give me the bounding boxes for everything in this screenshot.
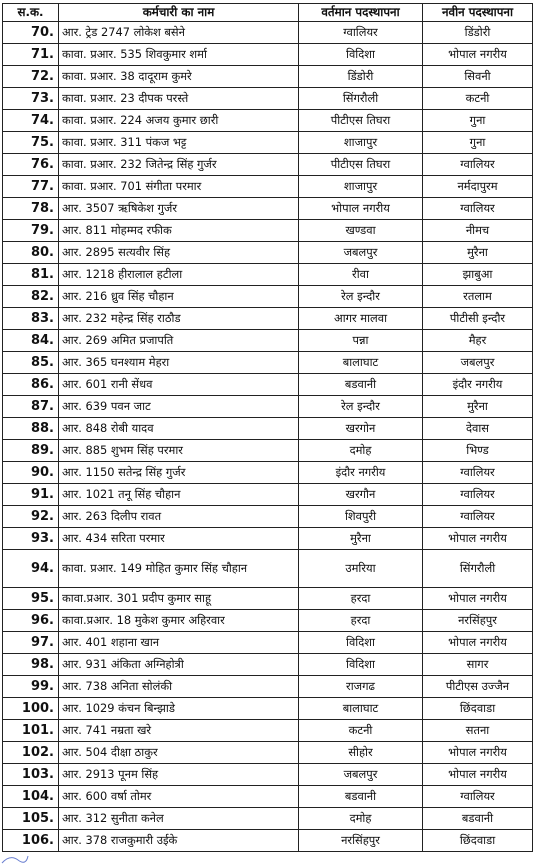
row-serial: 81. [3,264,59,286]
row-serial: 72. [3,66,59,88]
table-row [3,308,533,330]
row-new-posting: रतलाम [423,286,533,308]
table-row [3,506,533,528]
row-employee-name: कावा. प्रआर. 149 मोहित कुमार सिंह चौहान [59,550,299,588]
row-employee-name: आर. 885 शुभम सिंह परमार [59,440,299,462]
row-new-posting: जबलपुर [423,352,533,374]
header-employee-name: कर्मचारी का नाम [59,4,299,22]
table-row [3,484,533,506]
row-employee-name: आर. 216 ध्रुव सिंह चौहान [59,286,299,308]
row-new-posting: भोपाल नगरीय [423,632,533,654]
table-row [3,44,533,66]
table-row [3,610,533,632]
row-new-posting: ग्वालियर [423,462,533,484]
row-serial: 97. [3,632,59,654]
row-employee-name: आर. ट्रेड 2747 लोकेश बसेने [59,22,299,44]
row-serial: 89. [3,440,59,462]
header-serial: स.क. [3,4,59,22]
row-new-posting: पीटीसी इन्दौर [423,308,533,330]
row-new-posting: सिंगरौली [423,550,533,588]
row-current-posting: भोपाल नगरीय [299,198,423,220]
row-new-posting: देवास [423,418,533,440]
row-employee-name: आर. 504 दीक्षा ठाकुर [59,742,299,764]
table-row [3,352,533,374]
row-employee-name: आर. 3507 ऋषिकेश गुर्जर [59,198,299,220]
row-new-posting: भोपाल नगरीय [423,588,533,610]
table-row [3,286,533,308]
row-serial: 105. [3,808,59,830]
row-current-posting: ग्वालियर [299,22,423,44]
table-row [3,198,533,220]
row-serial: 96. [3,610,59,632]
row-serial: 74. [3,110,59,132]
table-row [3,720,533,742]
row-current-posting: उमरिया [299,550,423,588]
row-current-posting: हरदा [299,588,423,610]
header-row [3,4,533,22]
row-new-posting: नीमच [423,220,533,242]
row-current-posting: पन्ना [299,330,423,352]
row-new-posting: नर्मदापुरम [423,176,533,198]
row-serial: 70. [3,22,59,44]
table-row [3,88,533,110]
table-row [3,440,533,462]
row-employee-name: आर. 232 महेन्द्र सिंह राठौड [59,308,299,330]
row-new-posting: गुना [423,110,533,132]
row-serial: 75. [3,132,59,154]
row-employee-name: आर. 1218 हीरालाल हटीला [59,264,299,286]
row-current-posting: कटनी [299,720,423,742]
row-employee-name: आर. 401 शहाना खान [59,632,299,654]
row-serial: 101. [3,720,59,742]
table-row [3,786,533,808]
row-new-posting: सागर [423,654,533,676]
table-row [3,176,533,198]
row-serial: 84. [3,330,59,352]
row-current-posting: डिंडोरी [299,66,423,88]
row-employee-name: आर. 269 अमित प्रजापति [59,330,299,352]
row-serial: 78. [3,198,59,220]
row-new-posting: इंदौर नगरीय [423,374,533,396]
table-row [3,830,533,852]
row-employee-name: आर. 312 सुनीता कनेल [59,808,299,830]
table-body [3,22,533,852]
table-row [3,808,533,830]
row-new-posting: कटनी [423,88,533,110]
table-row [3,742,533,764]
row-current-posting: दमोह [299,808,423,830]
row-current-posting: हरदा [299,610,423,632]
row-current-posting: मुरैना [299,528,423,550]
table-row [3,110,533,132]
table-row [3,264,533,286]
table-row [3,220,533,242]
row-current-posting: आगर मालवा [299,308,423,330]
row-employee-name: कावा. प्रआर. 232 जितेन्द्र सिंह गुर्जर [59,154,299,176]
row-current-posting: दमोह [299,440,423,462]
table-row [3,528,533,550]
row-current-posting: शाजापुर [299,132,423,154]
table-row [3,418,533,440]
row-current-posting: नरसिंहपुर [299,830,423,852]
row-serial: 103. [3,764,59,786]
row-current-posting: जबलपुर [299,242,423,264]
row-new-posting: ग्वालियर [423,506,533,528]
row-current-posting: इंदौर नगरीय [299,462,423,484]
row-new-posting: मैहर [423,330,533,352]
table-row [3,330,533,352]
row-serial: 92. [3,506,59,528]
table-row [3,764,533,786]
row-new-posting: भिण्ड [423,440,533,462]
row-employee-name: आर. 1021 तनू सिंह चौहान [59,484,299,506]
row-employee-name: कावा.प्रआर. 18 मुकेश कुमार अहिरवार [59,610,299,632]
row-serial: 79. [3,220,59,242]
row-new-posting: सतना [423,720,533,742]
row-employee-name: आर. 601 रानी सेंधव [59,374,299,396]
row-current-posting: बडवानी [299,786,423,808]
row-employee-name: आर. 811 मोहम्मद रफीक [59,220,299,242]
row-serial: 82. [3,286,59,308]
row-serial: 77. [3,176,59,198]
table-row [3,66,533,88]
row-new-posting: झाबुआ [423,264,533,286]
row-current-posting: बालाघाट [299,352,423,374]
header-new-posting: नवीन पदस्थापना [423,4,533,22]
row-current-posting: पीटीएस तिघरा [299,154,423,176]
row-current-posting: शिवपुरी [299,506,423,528]
row-current-posting: शाजापुर [299,176,423,198]
table-row [3,698,533,720]
row-current-posting: सिंगरौली [299,88,423,110]
row-serial: 86. [3,374,59,396]
row-new-posting: भोपाल नगरीय [423,44,533,66]
row-current-posting: विदिशा [299,632,423,654]
row-current-posting: विदिशा [299,654,423,676]
row-serial: 102. [3,742,59,764]
row-employee-name: आर. 639 पवन जाट [59,396,299,418]
row-new-posting: मुरैना [423,242,533,264]
row-serial: 91. [3,484,59,506]
row-employee-name: आर. 600 वर्षा तोमर [59,786,299,808]
table-row [3,550,533,588]
row-employee-name: आर. 378 राजकुमारी उईके [59,830,299,852]
row-serial: 83. [3,308,59,330]
table-row [3,588,533,610]
row-new-posting: भोपाल नगरीय [423,742,533,764]
table-row [3,132,533,154]
row-serial: 73. [3,88,59,110]
row-employee-name: कावा. प्रआर. 701 संगीता परमार [59,176,299,198]
row-current-posting: खरगौन [299,484,423,506]
row-employee-name: कावा.प्रआर. 301 प्रदीप कुमार साहू [59,588,299,610]
row-employee-name: कावा. प्रआर. 311 पंकज भट्ट [59,132,299,154]
row-serial: 90. [3,462,59,484]
table-row [3,242,533,264]
row-current-posting: खरगोन [299,418,423,440]
row-employee-name: कावा. प्रआर. 535 शिवकुमार शर्मा [59,44,299,66]
transfer-list-sheet [2,3,532,852]
transfer-table [2,3,533,852]
row-serial: 94. [3,550,59,588]
row-new-posting: मुरैना [423,396,533,418]
row-serial: 76. [3,154,59,176]
row-employee-name: कावा. प्रआर. 23 दीपक परस्ते [59,88,299,110]
row-employee-name: आर. 741 नम्रता खरे [59,720,299,742]
row-serial: 80. [3,242,59,264]
row-employee-name: आर. 2895 सत्यवीर सिंह [59,242,299,264]
row-current-posting: बालाघाट [299,698,423,720]
row-employee-name: आर. 434 सरिता परमार [59,528,299,550]
row-new-posting: गुना [423,132,533,154]
row-new-posting: भोपाल नगरीय [423,528,533,550]
row-employee-name: आर. 931 अंकिता अग्निहोत्री [59,654,299,676]
row-new-posting: छिंदवाडा [423,698,533,720]
row-serial: 106. [3,830,59,852]
row-serial: 87. [3,396,59,418]
table-row [3,154,533,176]
row-serial: 95. [3,588,59,610]
row-new-posting: ग्वालियर [423,154,533,176]
table-row [3,676,533,698]
row-serial: 99. [3,676,59,698]
row-current-posting: बडवानी [299,374,423,396]
row-current-posting: रेल इन्दौर [299,396,423,418]
row-new-posting: पीटीएस उज्जैन [423,676,533,698]
row-new-posting: ग्वालियर [423,786,533,808]
row-employee-name: आर. 738 अनिता सोलंकी [59,676,299,698]
row-new-posting: बडवानी [423,808,533,830]
row-serial: 71. [3,44,59,66]
table-row [3,22,533,44]
pen-mark [0,852,30,864]
row-employee-name: आर. 1029 कंचन बिन्झाडे [59,698,299,720]
table-row [3,396,533,418]
row-new-posting: सिवनी [423,66,533,88]
row-new-posting: छिंदवाडा [423,830,533,852]
row-new-posting: ग्वालियर [423,198,533,220]
row-serial: 88. [3,418,59,440]
row-employee-name: आर. 263 दिलीप रावत [59,506,299,528]
row-current-posting: राजगढ [299,676,423,698]
row-new-posting: डिंडोरी [423,22,533,44]
table-row [3,632,533,654]
row-new-posting: भोपाल नगरीय [423,764,533,786]
row-employee-name: आर. 848 रोबी यादव [59,418,299,440]
row-new-posting: नरसिंहपुर [423,610,533,632]
row-current-posting: खण्डवा [299,220,423,242]
row-current-posting: सीहोर [299,742,423,764]
row-serial: 85. [3,352,59,374]
row-current-posting: जबलपुर [299,764,423,786]
row-current-posting: रेल इन्दौर [299,286,423,308]
header-current-posting: वर्तमान पदस्थापना [299,4,423,22]
row-current-posting: पीटीएस तिघरा [299,110,423,132]
row-employee-name: आर. 2913 पूनम सिंह [59,764,299,786]
row-serial: 100. [3,698,59,720]
row-serial: 98. [3,654,59,676]
row-employee-name: आर. 1150 सतेन्द्र सिंह गुर्जर [59,462,299,484]
row-serial: 93. [3,528,59,550]
row-current-posting: रीवा [299,264,423,286]
row-employee-name: कावा. प्रआर. 224 अजय कुमार छारी [59,110,299,132]
table-row [3,462,533,484]
row-current-posting: विदिशा [299,44,423,66]
row-employee-name: कावा. प्रआर. 38 दादूराम कुमरे [59,66,299,88]
row-serial: 104. [3,786,59,808]
row-employee-name: आर. 365 घनश्याम मेहरा [59,352,299,374]
table-row [3,654,533,676]
table-row [3,374,533,396]
row-new-posting: ग्वालियर [423,484,533,506]
